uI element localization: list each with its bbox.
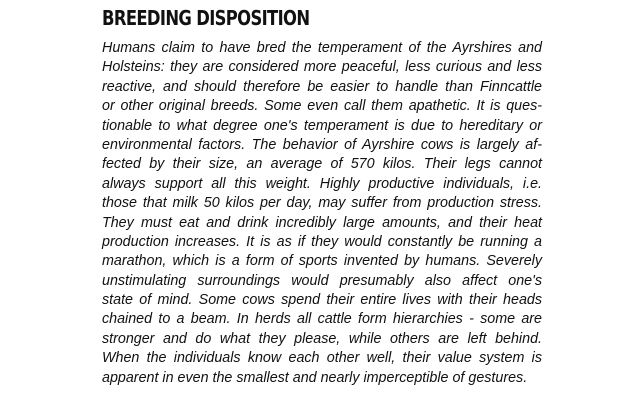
document-page bbox=[102, 6, 542, 388]
body-paragraph bbox=[102, 39, 542, 388]
paragraph-line: When the individuals know each other well, their value system is bbox=[102, 350, 542, 367]
paragraph-line: Holsteins: they are considered more peaceful, less curious and less bbox=[102, 59, 542, 76]
paragraph-line: They must eat and drink incredibly large amounts, and their heat bbox=[102, 214, 542, 231]
paragraph-line: state of mind. Some cows spend their entire lives with their heads bbox=[102, 292, 542, 309]
paragraph-line: chained to a beam. In herds all cattle form hierarchies - some are bbox=[102, 311, 542, 328]
paragraph-line: production increases. It is as if they would constantly be running a bbox=[102, 233, 542, 250]
paragraph-line: those that milk 50 kilos per day, may suffer from production stress. bbox=[102, 195, 542, 212]
paragraph-line: tionable to what degree one's temperament is due to hereditary or bbox=[102, 117, 542, 134]
paragraph-line: always support all this weight. Highly productive individuals, i.e. bbox=[102, 175, 542, 192]
paragraph-line: unstimulating surroundings would presumably also affect one's bbox=[102, 272, 542, 289]
paragraph-line: or other original breeds. Some even call them apathetic. It is ques- bbox=[102, 98, 542, 115]
paragraph-line: apparent in even the smallest and nearly imperceptible of gestures. bbox=[102, 369, 528, 386]
paragraph-line: stronger and do what they please, while others are left behind. bbox=[102, 330, 542, 347]
section-heading: BREEDING DISPOSITION bbox=[102, 6, 310, 30]
paragraph-line: marathon, which is a form of sports invented by humans. Severely bbox=[102, 253, 542, 270]
paragraph-line: environmental factors. The behavior of Ayrshire cows is largely af- bbox=[102, 136, 542, 153]
paragraph-line: Humans claim to have bred the temperament of the Ayrshires and bbox=[102, 40, 542, 56]
paragraph-line: fected by their size, an average of 570 kilos. Their legs cannot bbox=[102, 156, 542, 173]
paragraph-line: reactive, and should therefore be easier to handle than Finncattle bbox=[102, 78, 542, 95]
